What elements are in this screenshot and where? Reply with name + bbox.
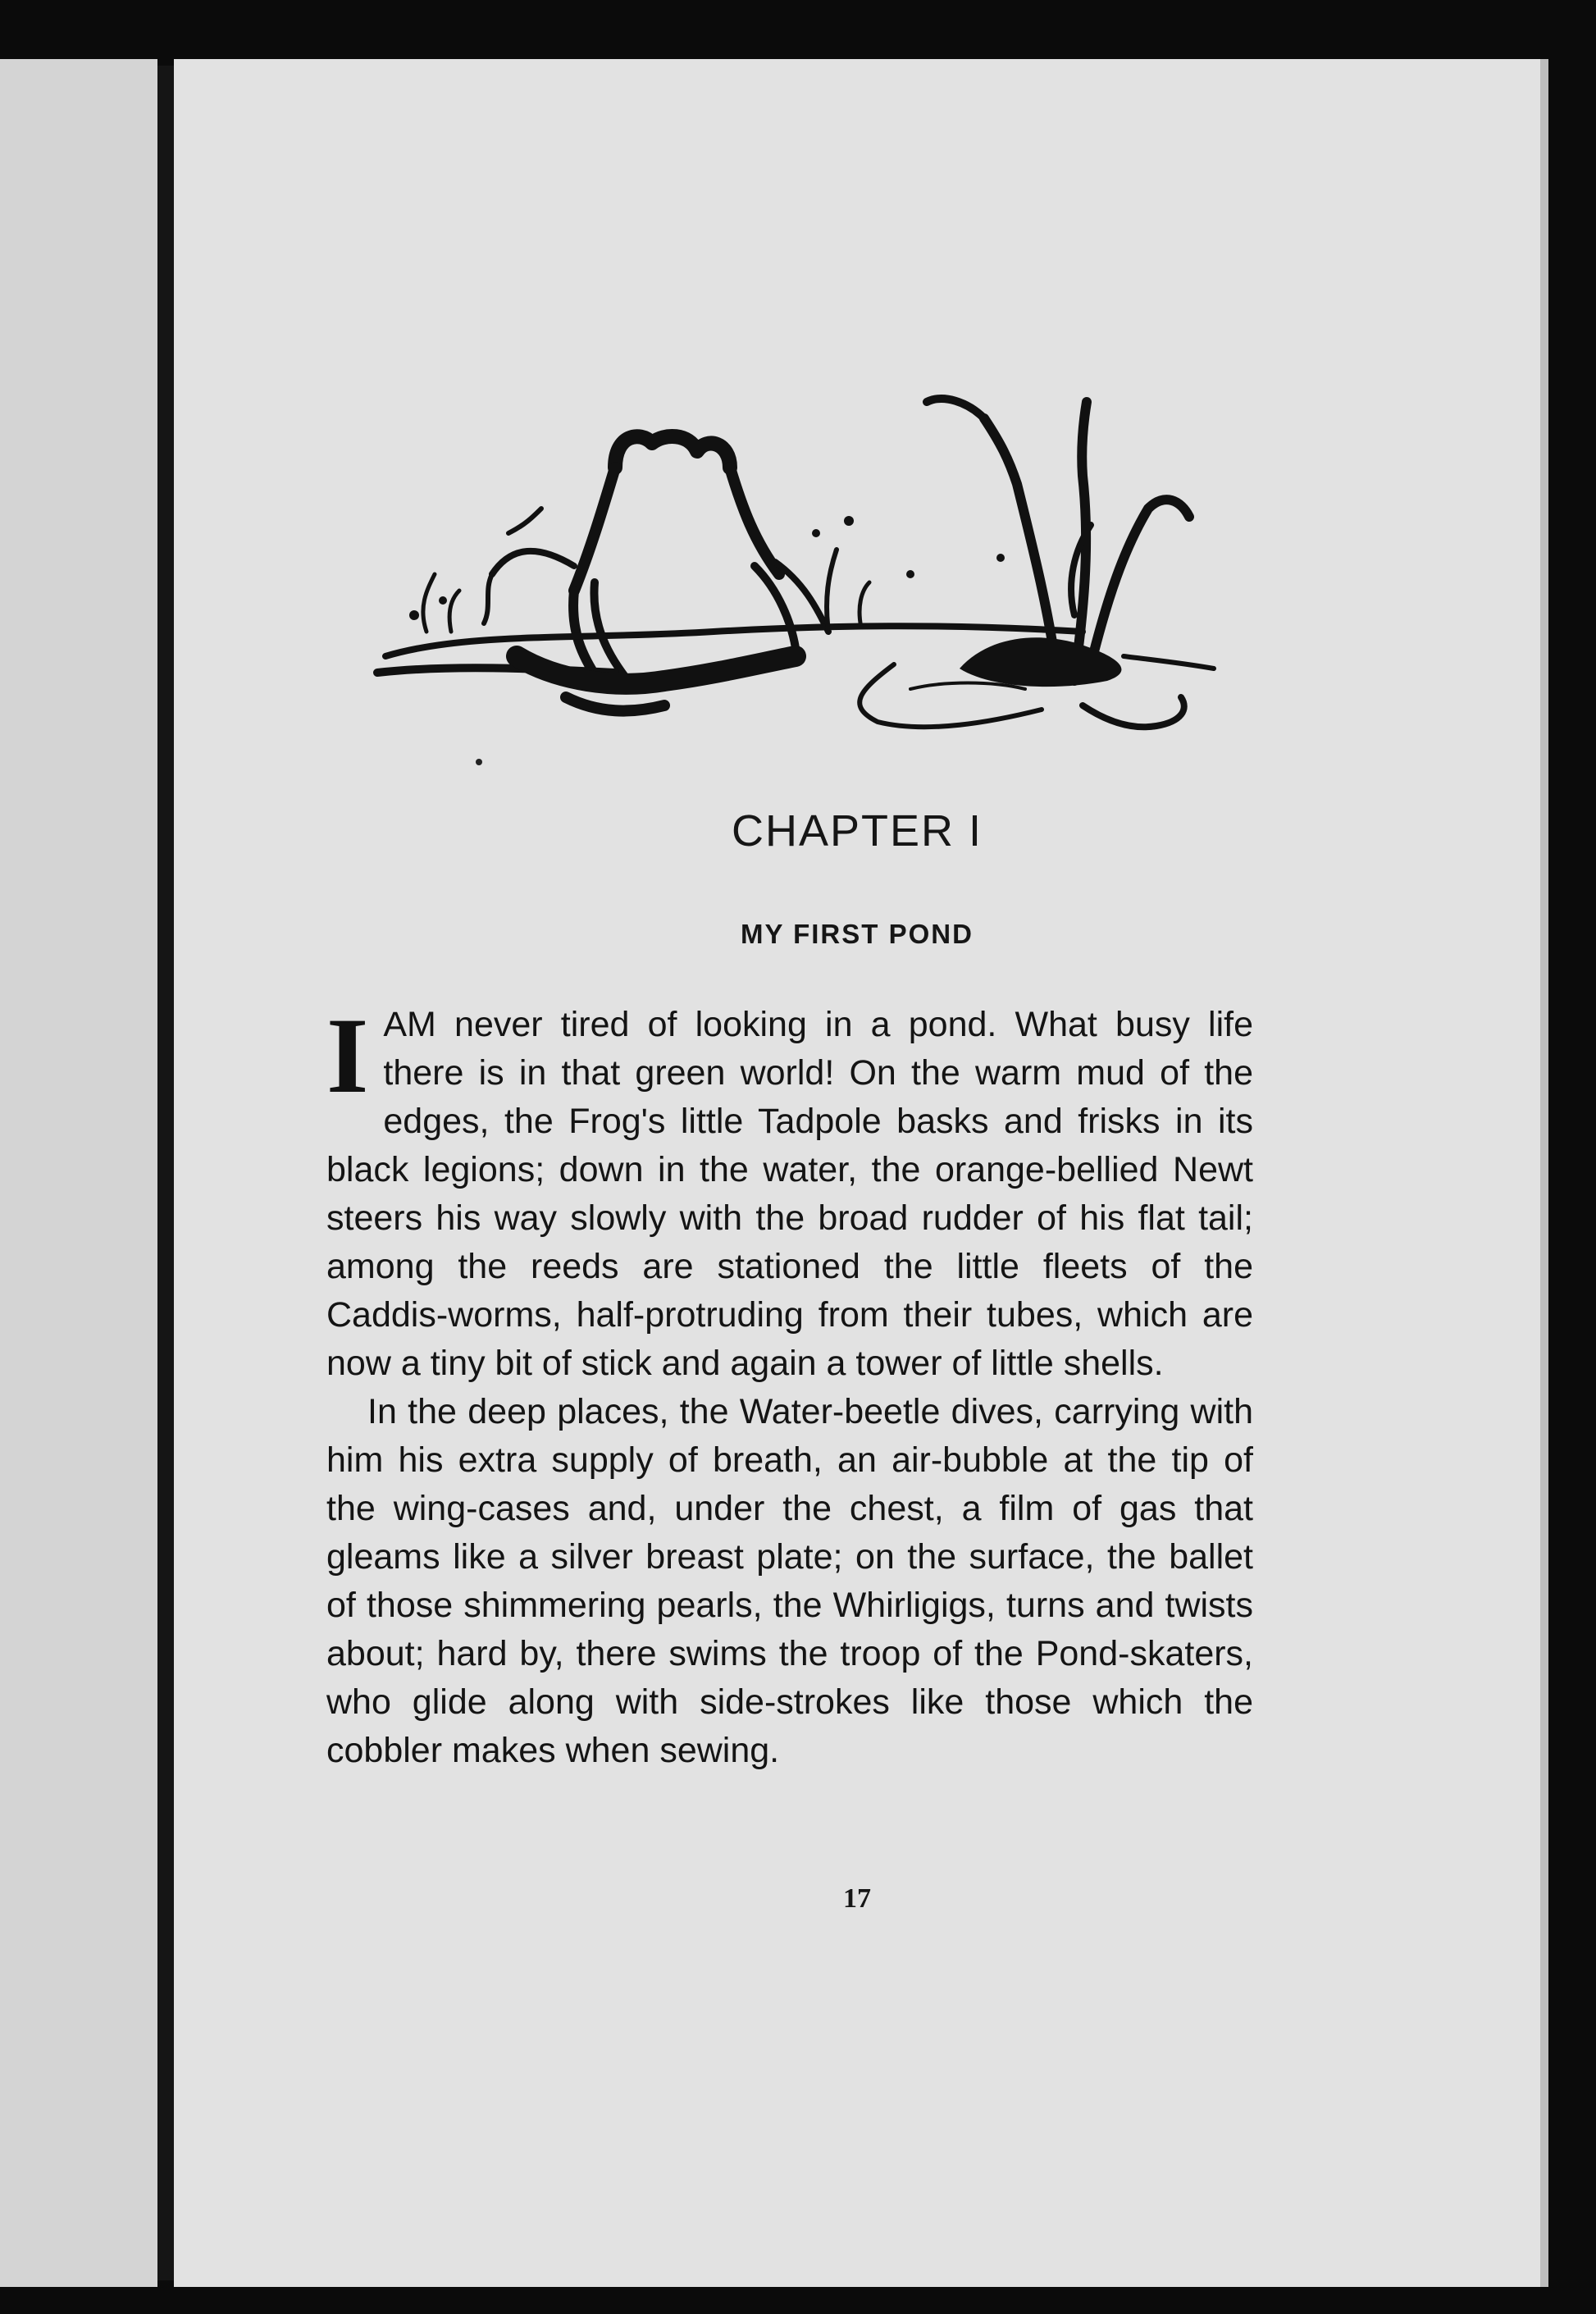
frog-on-pond-bank-icon	[369, 386, 1222, 746]
page-number: 17	[843, 1883, 871, 1914]
facing-page-edge	[0, 59, 157, 2287]
page-edge	[1540, 59, 1548, 2287]
book-gutter	[157, 66, 174, 2280]
paragraph	[326, 1388, 1253, 1775]
chapter-title: CHAPTER I	[731, 806, 983, 856]
paragraph-text: AM never tired of looking in a pond. What busy life there is in that green world! On the warm mud of the edges, the Frog's little Tadpole basks and frisks in its black legions; down in the water, the orange-bellied Newt steers his way slowly with the broad rudder of his flat tail; among the reeds are stationed the little fleets of the Caddis-worms, half-protruding from their tubes, which are now a tiny bit of stick and again a tower of little shells.	[326, 1005, 1253, 1383]
paragraph	[326, 995, 1253, 1388]
paragraph-text: In the deep places, the Water-beetle dives, carrying with him his extra supply of breath, an air-bubble at the tip of the wing-cases and, under the chest, a film of gas that gleams like a silver breast plate; on the surface, the ballet of those shimmering pearls, the Whirligigs, turns and twists about; hard by, there swims the troop of the Pond-skaters, who glide along with side-strokes like those which the cobbler makes when sewing.	[326, 1392, 1253, 1770]
body-text	[326, 995, 1253, 1775]
ink-speck	[476, 759, 482, 765]
drop-cap: I	[326, 995, 369, 1116]
chapter-subtitle: MY FIRST POND	[741, 919, 974, 949]
